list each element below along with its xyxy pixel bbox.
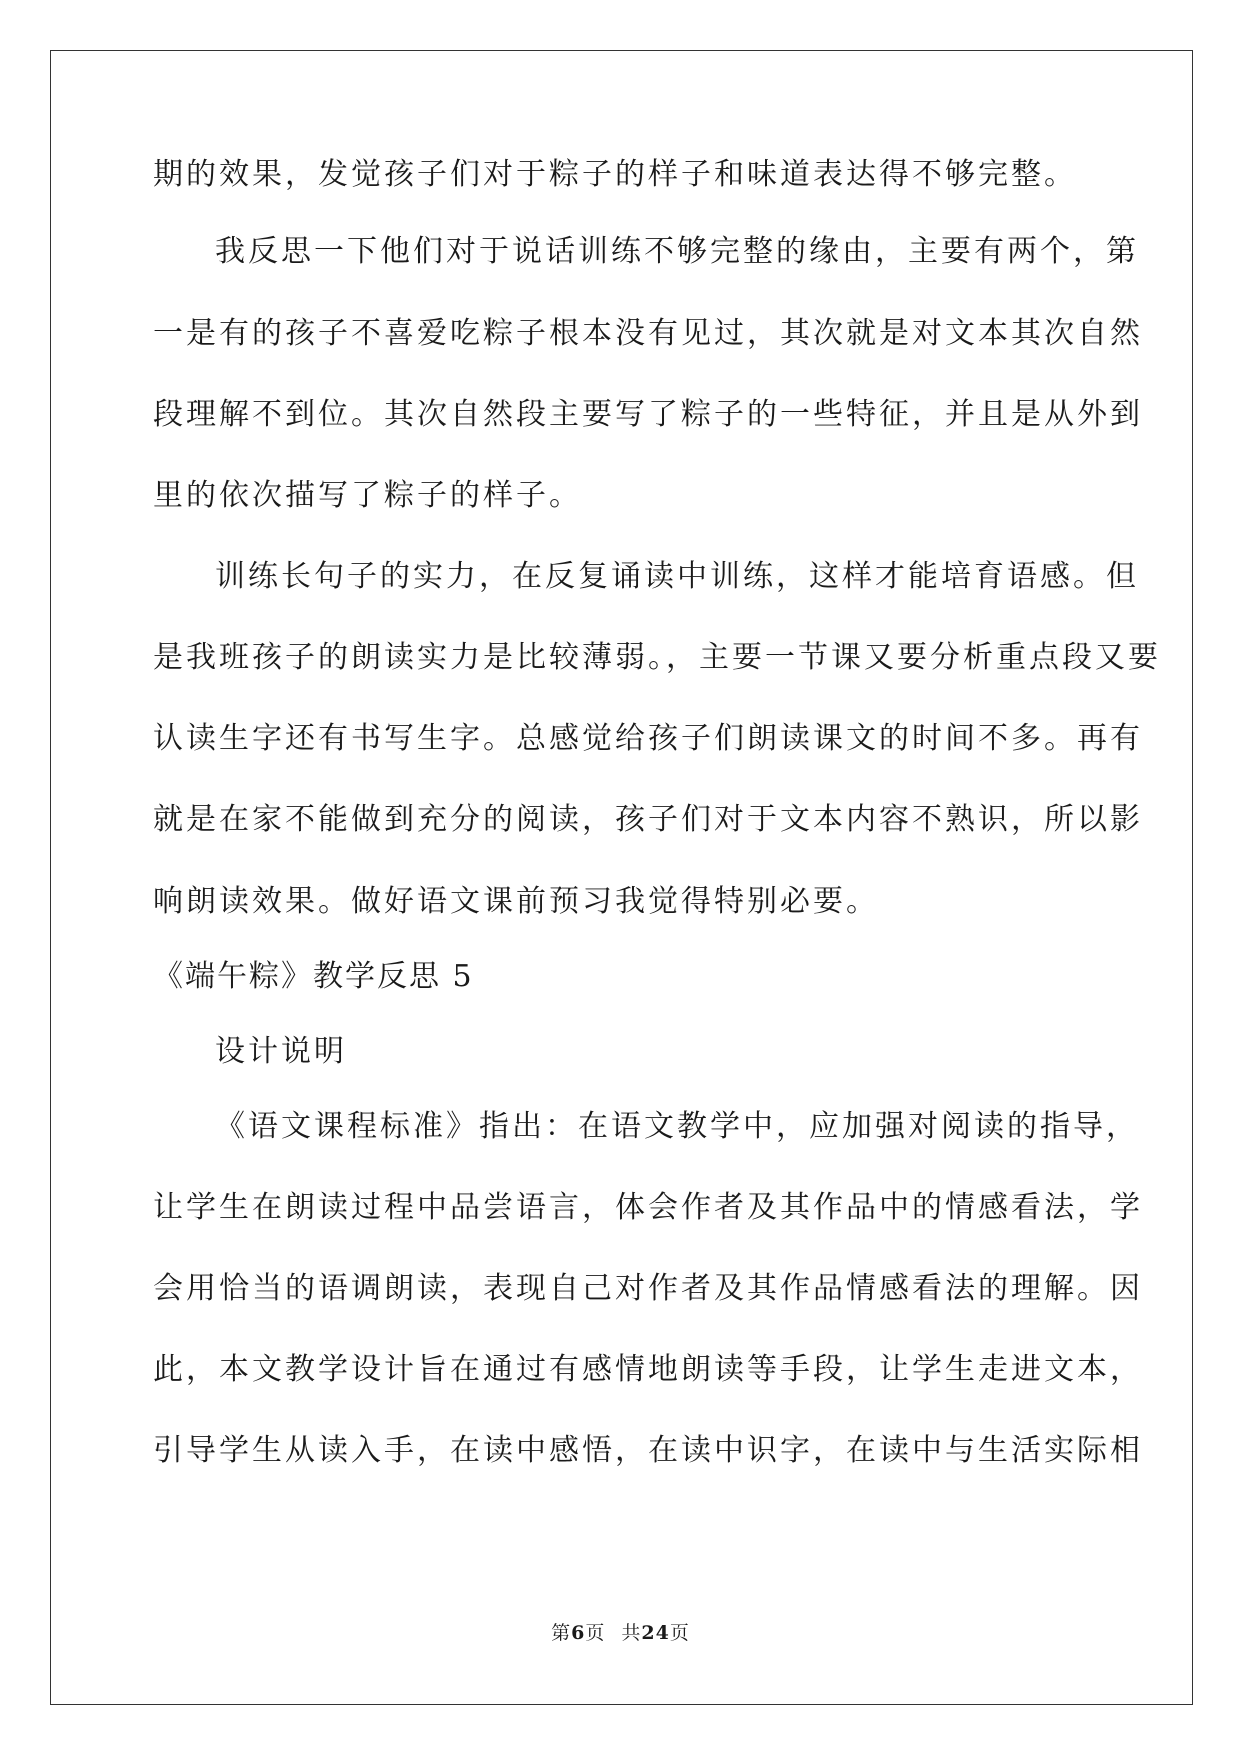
body-line: 引导学生从读入手，在读中感悟，在读中识字，在读中与生活实际相	[153, 1433, 1143, 1468]
body-line: 段理解不到位。其次自然段主要写了粽子的一些特征，并且是从外到	[153, 397, 1143, 432]
body-line: 认读生字还有书写生字。总感觉给孩子们朗读课文的时间不多。再有	[153, 721, 1143, 756]
body-line: 期的效果，发觉孩子们对于粽子的样子和味道表达得不够完整。	[153, 157, 1077, 192]
footer-page-number: 6	[571, 1622, 586, 1644]
body-line: 里的依次描写了粽子的样子。	[153, 478, 582, 513]
footer-total-prefix: 共	[621, 1622, 642, 1644]
body-line: 是我班孩子的朗读实力是比较薄弱。，主要一节课又要分析重点段又要	[153, 640, 1161, 675]
body-line: 响朗读效果。做好语文课前预习我觉得特别必要。	[153, 884, 879, 919]
footer-total-pages: 24	[641, 1622, 670, 1644]
body-line: 会用恰当的语调朗读，表现自己对作者及其作品情感看法的理解。因	[153, 1271, 1143, 1306]
footer-page-prefix: 第	[551, 1622, 572, 1644]
body-line: 《语文课程标准》指出：在语文教学中，应加强对阅读的指导，	[215, 1109, 1139, 1144]
page-footer	[0, 1618, 1241, 1645]
footer-page-suffix: 页	[585, 1622, 606, 1644]
body-line: 就是在家不能做到充分的阅读，孩子们对于文本内容不熟识，所以影	[153, 802, 1143, 837]
section-heading: 《端午粽》教学反思 5	[153, 959, 474, 994]
body-line: 一是有的孩子不喜爱吃粽子根本没有见过，其次就是对文本其次自然	[153, 316, 1143, 351]
body-line: 让学生在朗读过程中品尝语言，体会作者及其作品中的情感看法，学	[153, 1190, 1143, 1225]
body-line: 我反思一下他们对于说话训练不够完整的缘由，主要有两个，第	[215, 234, 1139, 269]
footer-total-suffix: 页	[669, 1622, 690, 1644]
body-line: 训练长句子的实力，在反复诵读中训练，这样才能培育语感。但	[215, 559, 1139, 594]
subsection-heading: 设计说明	[215, 1034, 347, 1069]
body-line: 此，本文教学设计旨在通过有感情地朗读等手段，让学生走进文本，	[153, 1352, 1143, 1387]
